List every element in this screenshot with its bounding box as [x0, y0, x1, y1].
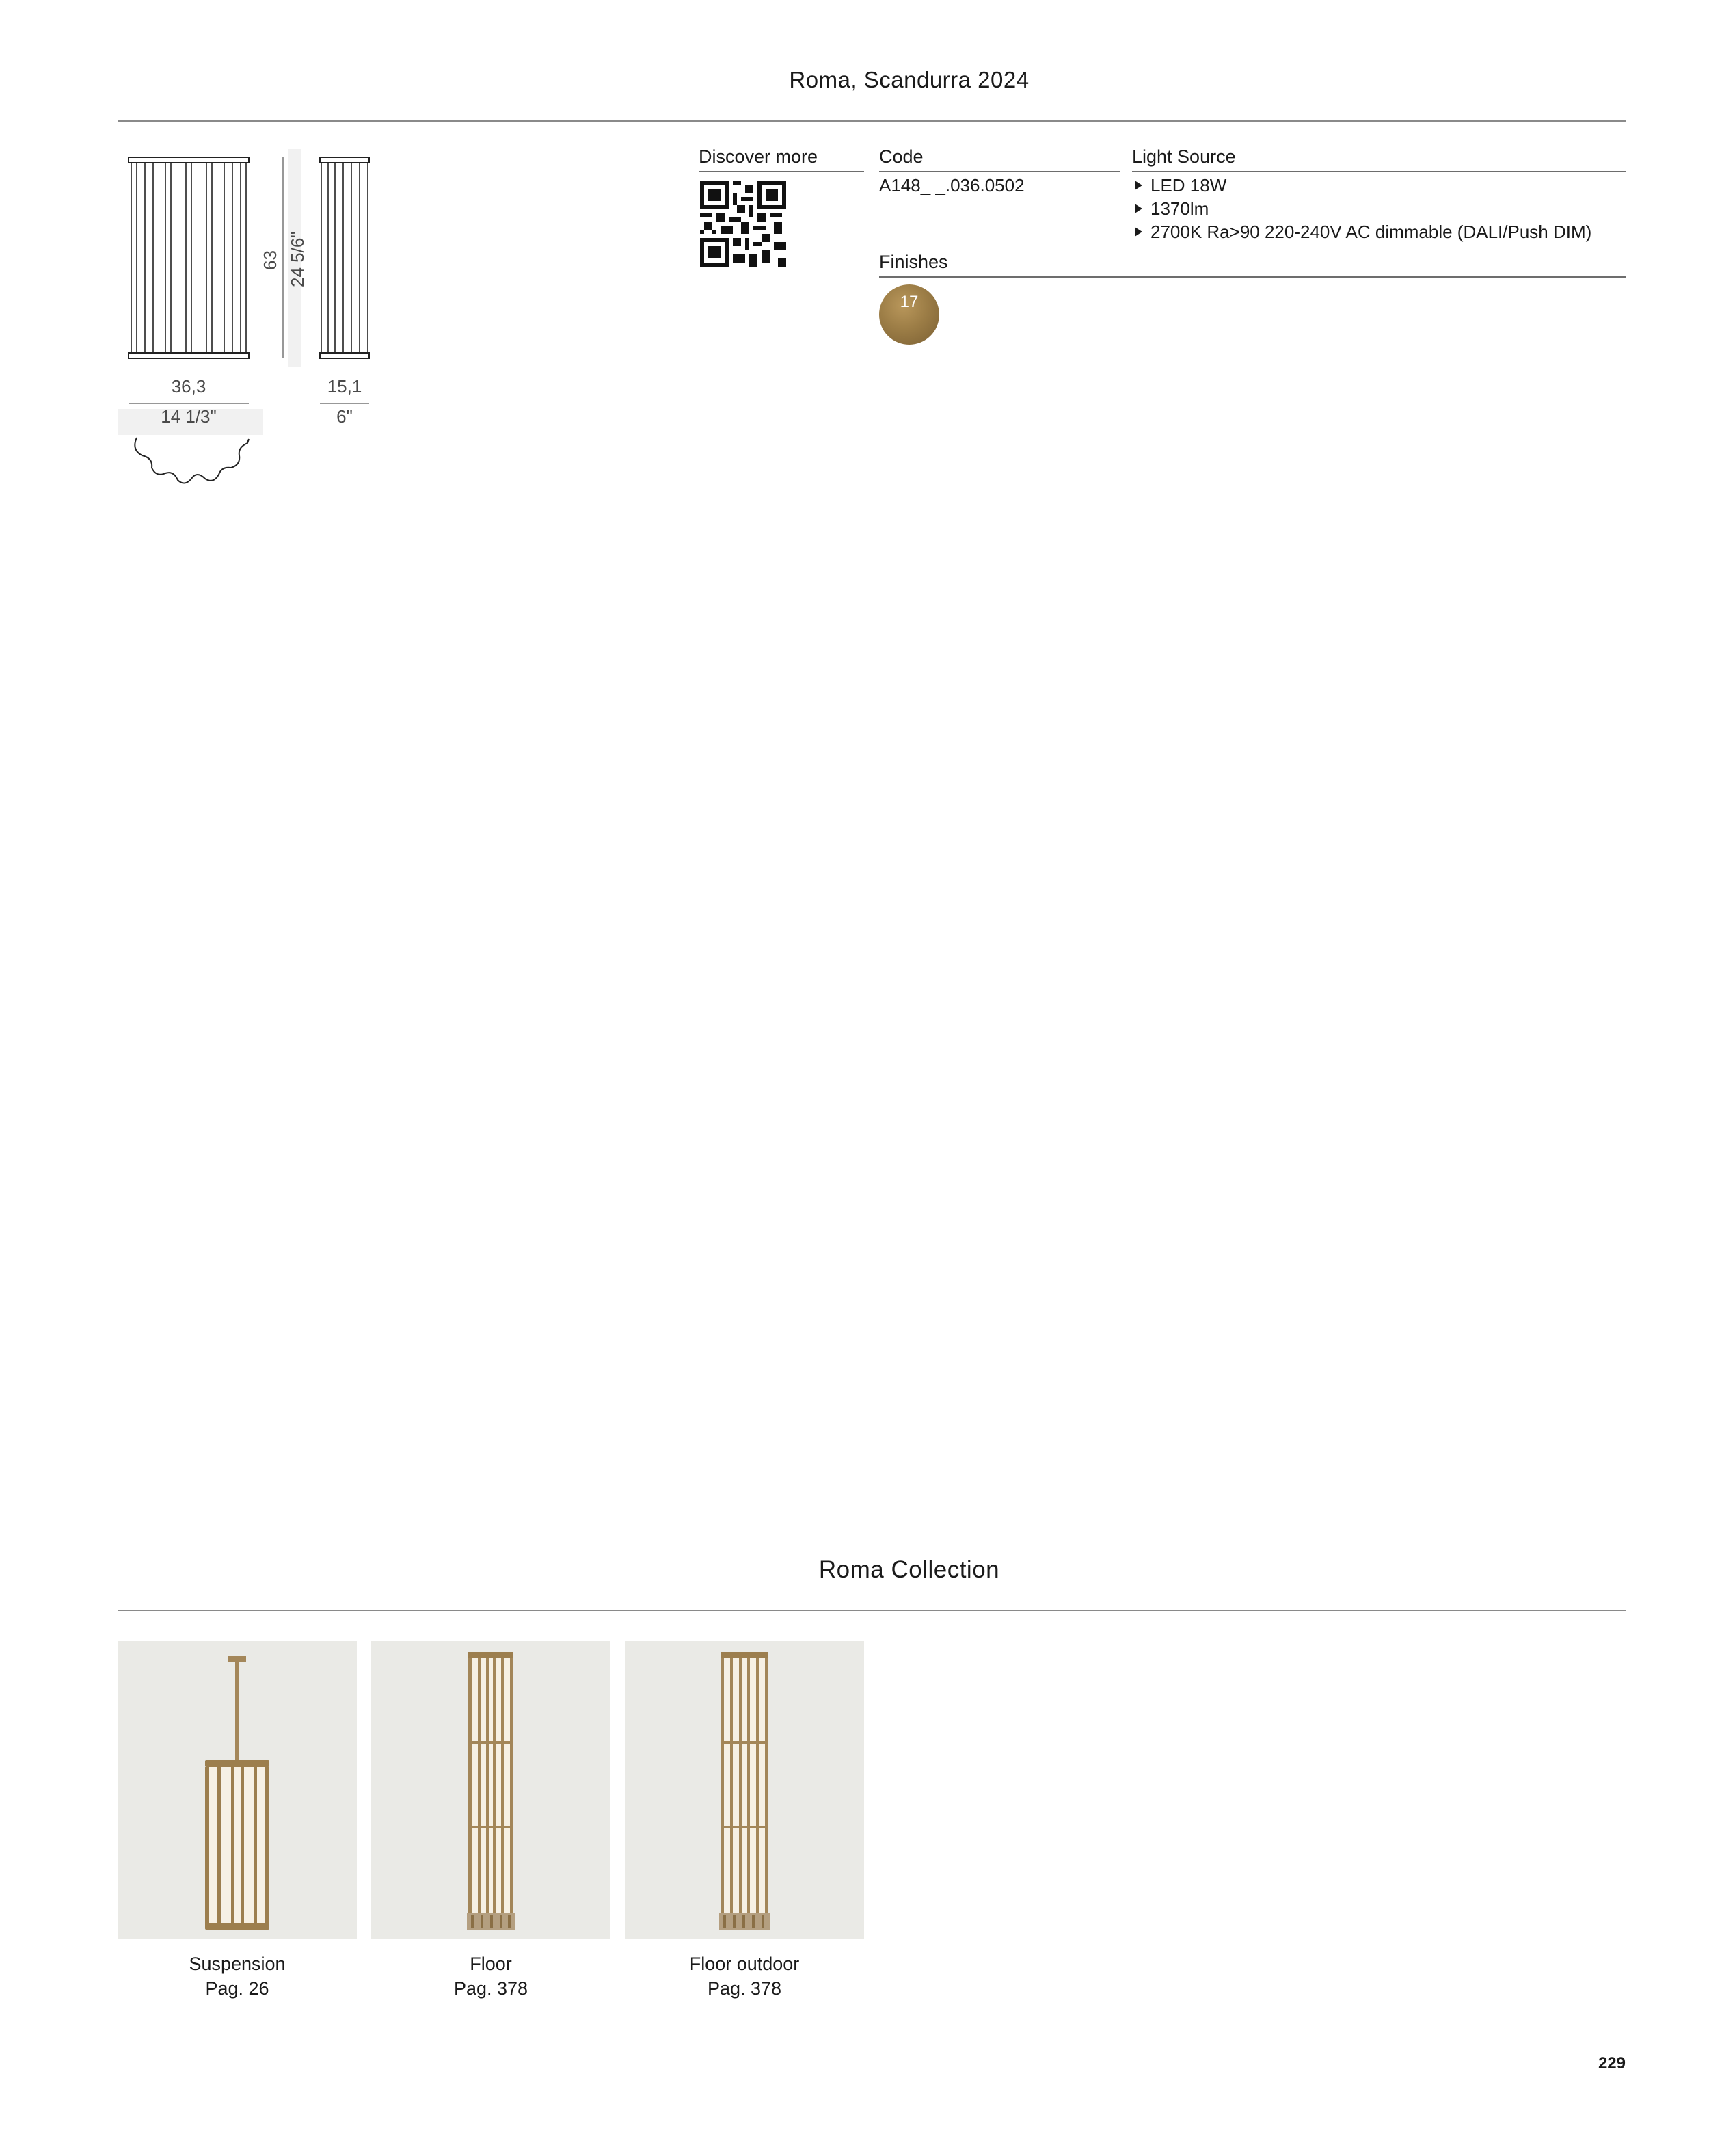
collection-card-floor-outdoor[interactable] [625, 1641, 864, 1939]
code-divider [879, 171, 1120, 172]
collection-item-page: Pag. 378 [453, 1978, 528, 1999]
bullet-triangle-icon [1135, 204, 1142, 213]
discover-label: Discover more [699, 146, 818, 167]
light-source-divider [1132, 171, 1626, 172]
discover-divider [699, 171, 864, 172]
height-in-label: 24 5/6" [287, 231, 308, 287]
height-cm-label: 63 [260, 250, 280, 270]
collection-card-suspension[interactable] [118, 1641, 357, 1939]
technical-drawing [118, 149, 391, 491]
header-divider [118, 120, 1626, 122]
collection-caption-floor[interactable] [371, 1952, 610, 2001]
collection-item-name: Floor outdoor [689, 1954, 800, 1974]
collection-caption-suspension[interactable] [118, 1952, 357, 2001]
bullet-triangle-icon [1135, 181, 1142, 190]
front-view-drawing [129, 157, 249, 358]
floor-lamp-icon [371, 1641, 610, 1939]
collection-item-name: Suspension [189, 1954, 286, 1974]
collection-item-page: Pag. 26 [205, 1978, 269, 1999]
collection-item-page: Pag. 378 [707, 1978, 782, 1999]
finishes-divider [879, 276, 1626, 278]
finish-number: 17 [900, 293, 919, 311]
depth-in-label: 6" [336, 406, 353, 427]
collection-item-name: Floor [470, 1954, 512, 1974]
code-value: A148_ _.036.0502 [879, 175, 1025, 196]
collection-title: Roma Collection [818, 1556, 1000, 1583]
collection-caption-floor-outdoor[interactable] [625, 1952, 864, 2001]
finish-swatch-17[interactable] [879, 284, 939, 345]
bullet-triangle-icon [1135, 227, 1142, 237]
code-label: Code [879, 146, 924, 167]
page-number: 229 [1598, 2054, 1626, 2073]
width-in-label: 14 1/3" [161, 406, 217, 427]
light-source-item: 1370lm [1135, 197, 1591, 220]
floor-outdoor-lamp-icon [625, 1641, 864, 1939]
light-source-label: Light Source [1132, 146, 1236, 167]
depth-cm-label: 15,1 [327, 376, 362, 397]
side-view-drawing [320, 157, 369, 358]
page-title: Roma, Scandurra 2024 [789, 67, 1030, 92]
qr-code-icon[interactable] [700, 181, 786, 267]
suspension-lamp-icon [118, 1641, 357, 1939]
light-source-item: 2700K Ra>90 220-240V AC dimmable (DALI/Push DIM) [1135, 220, 1591, 243]
light-source-item: LED 18W [1135, 174, 1591, 197]
light-source-list [1135, 174, 1591, 243]
collection-divider [118, 1610, 1626, 1611]
collection-card-floor[interactable] [371, 1641, 610, 1939]
finishes-label: Finishes [879, 252, 948, 272]
width-cm-label: 36,3 [171, 376, 206, 397]
